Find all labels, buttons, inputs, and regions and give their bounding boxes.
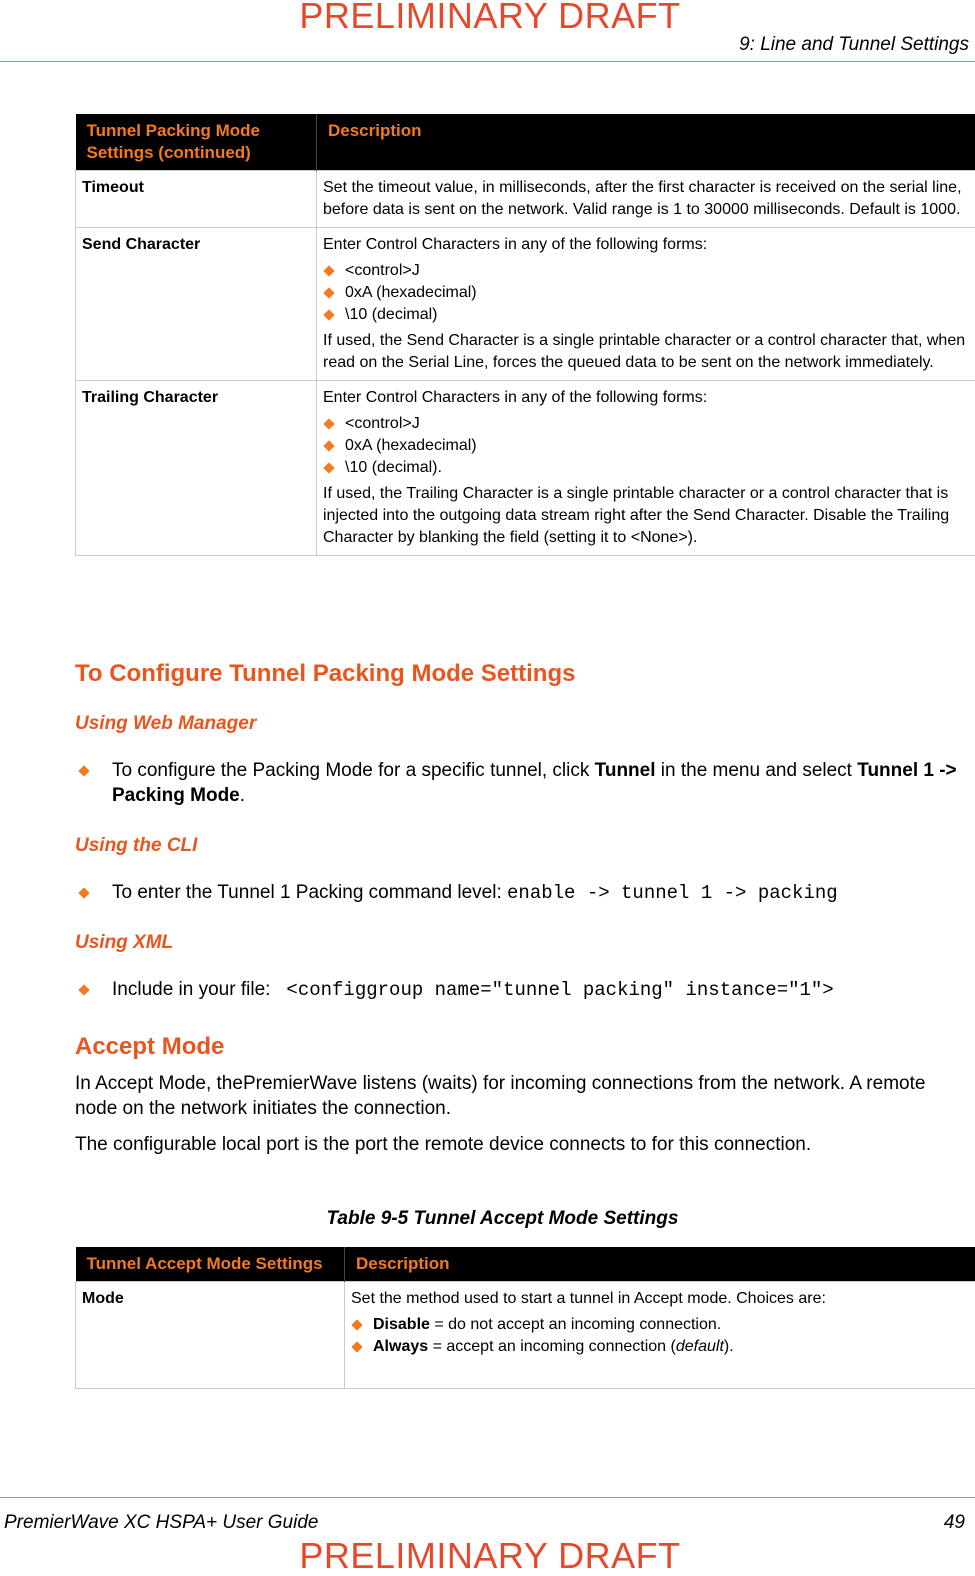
list-item: 0xA (hexadecimal) [323, 282, 968, 304]
column-header-description: Description [345, 1247, 975, 1282]
watermark-top: PRELIMINARY DRAFT [299, 0, 681, 36]
cell-outro: If used, the Send Character is a single printable character or a control character that, when read on the Serial Line, forces the queued data to be sent on the network immediately. [323, 332, 966, 371]
row-label-send-character: Send Character [76, 228, 317, 381]
menu-path-packing-mode: Tunnel 1 -> Packing Mode [112, 760, 957, 806]
list-item: \10 (decimal). [323, 457, 968, 479]
diamond-bullet-icon [323, 309, 334, 320]
table-header-row [76, 1247, 975, 1282]
list-item: Always = accept an incoming connection (default). [351, 1336, 968, 1358]
diamond-bullet-icon [78, 984, 89, 995]
footer-rule [0, 1497, 975, 1498]
table-row [76, 1282, 975, 1389]
row-label-trailing-character: Trailing Character [76, 381, 317, 556]
row-desc-send-character [317, 228, 975, 381]
web-manager-instruction: To configure the Packing Mode for a specific tunnel, click Tunnel in the menu and select Tunnel 1 -> Packing Mode. [75, 758, 975, 808]
list-item: Disable = do not accept an incoming connection. [351, 1314, 968, 1336]
list-item: <control>J [323, 260, 968, 282]
row-desc-trailing-character [317, 381, 975, 556]
cell-intro: Set the method used to start a tunnel in Accept mode. Choices are: [351, 1290, 826, 1307]
diamond-bullet-icon [351, 1319, 362, 1330]
cli-heading: Using the CLI [75, 835, 198, 856]
diamond-bullet-icon [78, 765, 89, 776]
diamond-bullet-icon [323, 287, 334, 298]
chapter-title: 9: Line and Tunnel Settings [739, 34, 969, 55]
xml-snippet: <configgroup name="tunnel packing" instance="1"> [286, 979, 834, 1001]
diamond-bullet-icon [323, 462, 334, 473]
cli-command: enable -> tunnel 1 -> packing [507, 882, 838, 904]
header-rule [0, 61, 975, 62]
column-header-setting: Tunnel Packing Mode Settings (continued) [76, 114, 317, 171]
watermark-bottom: PRELIMINARY DRAFT [299, 1535, 681, 1576]
diamond-bullet-icon [78, 887, 89, 898]
accept-mode-paragraph-1: In Accept Mode, thePremierWave listens (waits) for incoming connections from the network. A remote node on the network initiates the connection. [75, 1073, 926, 1119]
list-item: <control>J [323, 413, 968, 435]
cell-intro: Enter Control Characters in any of the following forms: [323, 236, 708, 253]
packing-settings-table [75, 114, 975, 556]
list-item: 0xA (hexadecimal) [323, 435, 968, 457]
bullet-list [323, 260, 968, 326]
bullet-list [323, 413, 968, 479]
diamond-bullet-icon [323, 265, 334, 276]
diamond-bullet-icon [323, 440, 334, 451]
diamond-bullet-icon [323, 418, 334, 429]
table-header-row [76, 114, 975, 171]
xml-heading: Using XML [75, 932, 174, 953]
table-row [76, 171, 975, 228]
accept-settings-table [75, 1247, 975, 1389]
column-header-description: Description [317, 114, 975, 171]
page-number: 49 [943, 1512, 965, 1533]
guide-title: PremierWave XC HSPA+ User Guide [4, 1512, 319, 1533]
accept-mode-paragraph-2: The configurable local port is the port the remote device connects to for this connection. [75, 1134, 812, 1155]
table-row [76, 228, 975, 381]
menu-path-tunnel: Tunnel [594, 760, 656, 781]
column-header-setting: Tunnel Accept Mode Settings [76, 1247, 345, 1282]
table-caption: Table 9-5 Tunnel Accept Mode Settings [326, 1208, 679, 1229]
web-manager-heading: Using Web Manager [75, 713, 257, 734]
list-item: \10 (decimal) [323, 304, 968, 326]
table-row [76, 381, 975, 556]
cell-outro: If used, the Trailing Character is a single printable character or a control character that is injected into the outgoing data stream right after the Send Character. Disable the Trailing Character by blanking the field (setting it to <None>). [323, 485, 950, 546]
accept-mode-heading: Accept Mode [75, 1033, 225, 1060]
xml-instruction: Include in your file: <configgroup name="tunnel packing" instance="1"> [75, 977, 975, 1003]
diamond-bullet-icon [351, 1341, 362, 1352]
cell-intro: Enter Control Characters in any of the following forms: [323, 389, 708, 406]
bullet-list [351, 1314, 968, 1358]
row-desc-mode [345, 1282, 975, 1389]
row-desc-timeout: Set the timeout value, in milliseconds, after the first character is received on the serial line, before data is sent on the network. Valid range is 1 to 30000 milliseconds. Default is 1000. [317, 171, 975, 228]
row-label-mode: Mode [76, 1282, 345, 1389]
cli-instruction: To enter the Tunnel 1 Packing command level: enable -> tunnel 1 -> packing [75, 880, 975, 906]
row-label-timeout: Timeout [76, 171, 317, 228]
configure-heading: To Configure Tunnel Packing Mode Settings [75, 660, 576, 687]
